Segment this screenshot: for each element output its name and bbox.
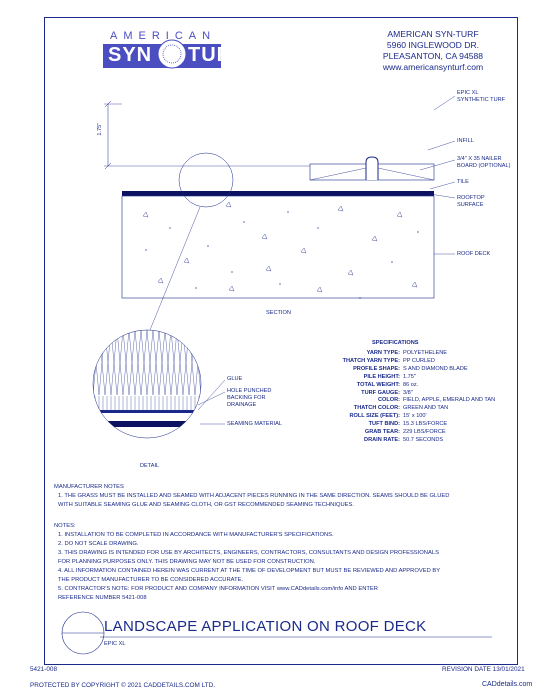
section-turf — [122, 104, 434, 166]
spec-label: COLOR: — [377, 397, 400, 404]
logo-syn-text: SYN — [108, 44, 153, 66]
caddetails-brand[interactable]: CADdetails.com — [482, 681, 533, 688]
detail-view — [90, 330, 205, 438]
spec-value: FIELD, APPLE, EMERALD AND TAN — [403, 397, 496, 404]
spec-label: TURF GAUGE: — [361, 389, 400, 396]
callout-rooftop-2: SURFACE — [457, 202, 484, 208]
callout-glue: GLUE — [227, 376, 243, 382]
spec-label: PROFILE SHAPE: — [353, 365, 400, 372]
spec-value: 50.7 SECONDS — [403, 436, 444, 443]
callout-hole-punched-2: BACKING FOR — [227, 395, 266, 401]
spec-label: TUFT BIND: — [368, 421, 400, 428]
company-name: AMERICAN SYN-TURF — [387, 29, 479, 39]
note-line: 1. INSTALLATION TO BE COMPLETED IN ACCORDANCE WITH MANUFACTURER'S SPECIFICATIONS. — [58, 532, 334, 538]
spec-value: PP CURLED — [403, 357, 435, 364]
note-line: 5. CONTRACTOR'S NOTE: FOR PRODUCT AND COMPANY INFORMATION VISIT www.CADdetails.com/info AND ENTER — [58, 586, 378, 592]
company-website: www.americansynturf.com — [382, 62, 484, 72]
detail-leaders — [198, 380, 225, 424]
callout-hole-punched-3: DRAINAGE — [227, 402, 257, 408]
specs-title: SPECIFICATIONS — [372, 340, 419, 346]
manufacturer-note-line: WITH SUITABLE SEAMING GLUE AND SEAMING CLOTH, OR GST RECOMMENDED SEAMING TECHNIQUES. — [58, 502, 355, 508]
logo-top-text: AMERICAN — [110, 30, 217, 42]
note-line: FOR PLANNING PURPOSES ONLY. THIS DRAWING MAY NOT BE USED FOR CONSTRUCTION. — [58, 559, 316, 565]
reference-number: 5421-008 — [30, 666, 58, 673]
spec-value: 3/8" — [403, 389, 413, 396]
notes-title: NOTES: — [54, 523, 76, 529]
callout-roof-deck: ROOF DECK — [457, 251, 491, 257]
spec-label: THATCH COLOR: — [353, 405, 400, 412]
note-line: THE PRODUCT MANUFACTURER TO BE CONSIDERED ACCURATE. — [58, 577, 244, 583]
spec-value: S AND DIAMOND BLADE — [403, 365, 468, 372]
note-line: REFERENCE NUMBER 5421-008 — [58, 595, 147, 601]
callout-seaming-material: SEAMING MATERIAL — [227, 421, 282, 427]
pile-dimension: 1.75" — [97, 122, 104, 136]
callout-infill: INFILL — [457, 138, 474, 144]
note-line: 4. ALL INFORMATION CONTAINED HEREIN WAS CURRENT AT THE TIME OF DEVELOPMENT BUT MUST BE REVIEWED AND APPROVED BY — [58, 568, 441, 574]
note-line: 3. THIS DRAWING IS INTENDED FOR USE BY ARCHITECTS, ENGINEERS, CONTRACTORS, CONSULTANTS AND DESIGN PROFESSIONALS — [58, 550, 439, 556]
callout-rooftop-1: ROOFTOP — [457, 195, 485, 201]
spec-label: YARN TYPE: — [366, 350, 400, 356]
note-line: 2. DO NOT SCALE DRAWING. — [58, 541, 139, 547]
dimension-line — [104, 101, 122, 169]
spec-value: 1.75" — [403, 373, 416, 380]
spec-label: THATCH YARN TYPE: — [342, 357, 400, 364]
revision-date: REVISION DATE 13/01/2021 — [442, 666, 525, 673]
tile-layer — [122, 191, 434, 196]
company-address-1: 5960 INGLEWOOD DR. — [386, 40, 480, 50]
section-label: SECTION — [266, 310, 291, 316]
spec-label: ROLL SIZE (FEET): — [349, 413, 400, 420]
drawing-subtitle: EPIC XL — [104, 641, 126, 647]
callout-nailer-2: BOARD (OPTIONAL) — [457, 163, 511, 169]
manufacturer-note-line: 1. THE GRASS MUST BE INSTALLED AND SEAMED WITH ADJACENT PIECES RUNNING IN THE SAME DIRECTION. SEAMS SHOULD BE GLUED — [58, 493, 450, 499]
callout-tile: TILE — [457, 179, 469, 185]
spec-label: TOTAL WEIGHT: — [356, 381, 400, 388]
callout-synthetic-turf: SYNTHETIC TURF — [457, 97, 506, 103]
detail-label: DETAIL — [140, 463, 160, 469]
drawing-title: LANDSCAPE APPLICATION ON ROOF DECK — [104, 618, 427, 635]
callout-epic-xl: EPIC XL — [457, 90, 479, 96]
spec-label: GRAB TEAR: — [364, 429, 400, 435]
manufacturer-notes-title: MANUFACTURER NOTES — [54, 484, 124, 490]
callout-nailer-1: 3/4" X 35 NAILER — [457, 156, 502, 162]
spec-value: GREEN AND TAN — [403, 405, 449, 412]
spec-value: 15.3 LBS/FORCE — [403, 421, 448, 428]
spec-label: DRAIN RATE: — [364, 436, 400, 443]
spec-value: 229 LBS/FORCE — [403, 429, 446, 435]
roof-deck — [122, 196, 434, 299]
logo-turf-text: TURF — [188, 44, 246, 66]
spec-value: 86 oz. — [403, 381, 419, 388]
company-address-2: PLEASANTON, CA 94588 — [382, 51, 484, 61]
callout-hole-punched-1: HOLE PUNCHED — [227, 388, 272, 394]
copyright: PROTECTED BY COPYRIGHT © 2021 CADDETAILS.COM LTD. — [30, 682, 215, 689]
spec-value: 15' x 100' — [403, 413, 427, 420]
spec-value: POLYETHELENE — [403, 350, 448, 356]
spec-label: PILE HEIGHT: — [363, 373, 400, 380]
